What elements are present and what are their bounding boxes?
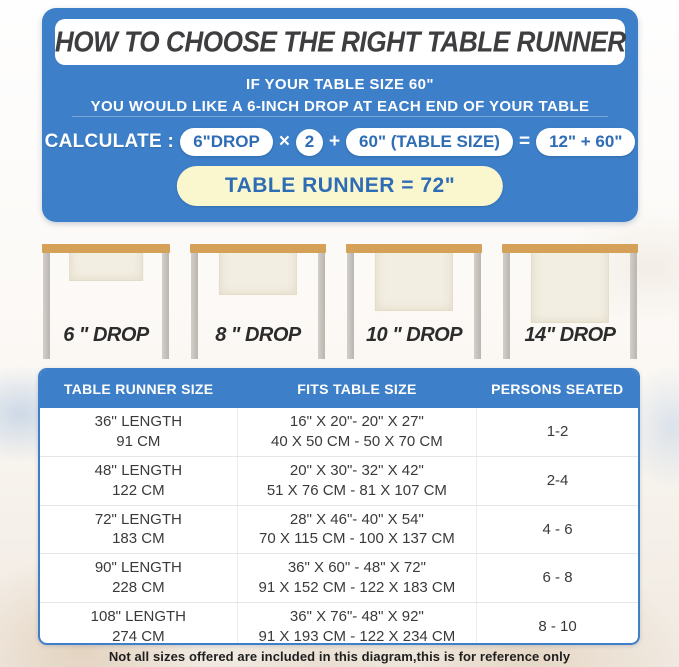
runner-illustration bbox=[531, 244, 609, 323]
tabletop bbox=[502, 244, 638, 253]
persons-seated-cell: 4 - 6 bbox=[476, 506, 638, 554]
runner-size-cell bbox=[40, 408, 237, 456]
fits-cm: 51 X 76 CM - 81 X 107 CM bbox=[266, 481, 447, 499]
tabletop bbox=[346, 244, 482, 253]
runner-size-cm: 228 CM bbox=[112, 579, 165, 597]
runner-illustration bbox=[375, 244, 453, 311]
table-body bbox=[40, 408, 638, 645]
header-card bbox=[42, 8, 638, 222]
table-row bbox=[40, 602, 638, 645]
runner-size-cm: 183 CM bbox=[112, 530, 165, 548]
fits-table-cell bbox=[237, 554, 476, 602]
page-title: HOW TO CHOOSE THE RIGHT TABLE RUNNER bbox=[54, 25, 626, 58]
fits-cm: 91 X 193 CM - 122 X 234 CM bbox=[258, 628, 456, 645]
table-header-row bbox=[40, 370, 638, 408]
fits-inches: 16" X 20"- 20" X 27" bbox=[289, 413, 424, 431]
calculate-label: CALCULATE : bbox=[44, 131, 175, 152]
size-reference-table bbox=[38, 368, 640, 645]
divider-line bbox=[72, 116, 608, 117]
runner-size-cell bbox=[40, 457, 237, 505]
table-figure-10-drop bbox=[346, 244, 482, 362]
table-figure-8-drop bbox=[190, 244, 326, 362]
fits-table-cell bbox=[237, 408, 476, 456]
fits-table-cell bbox=[237, 506, 476, 554]
column-header-persons: PERSONS SEATED bbox=[491, 381, 624, 397]
title-banner bbox=[55, 19, 625, 65]
table-figure-6-drop bbox=[42, 244, 170, 362]
tabletop bbox=[42, 244, 170, 253]
runner-size-cm: 91 CM bbox=[116, 432, 161, 450]
runner-size-cell bbox=[40, 554, 237, 602]
equals-operator: = bbox=[518, 131, 531, 152]
table-row bbox=[40, 456, 638, 505]
runner-size-inches: 48'' LENGTH bbox=[94, 461, 183, 479]
fits-inches: 36" X 60" - 48" X 72" bbox=[287, 559, 426, 577]
multiplier-circle: 2 bbox=[296, 129, 323, 156]
runner-size-inches: 108" LENGTH bbox=[90, 608, 187, 626]
subtitle-line-1: IF YOUR TABLE SIZE 60" bbox=[246, 76, 434, 93]
fits-inches: 20" X 30"- 32" X 42" bbox=[289, 461, 424, 479]
times-operator: × bbox=[278, 131, 290, 152]
fits-inches: 36" X 76"- 48" X 92" bbox=[289, 608, 424, 626]
table-figure-14-drop bbox=[502, 244, 638, 362]
fits-table-cell bbox=[237, 603, 476, 645]
plus-operator: + bbox=[328, 131, 341, 152]
drop-value-pill: 6"DROP bbox=[180, 128, 273, 156]
disclaimer-note: Not all sizes offered are included in this diagram,this is for reference only bbox=[108, 649, 571, 664]
fits-cm: 70 X 115 CM - 100 X 137 CM bbox=[259, 530, 455, 548]
persons-seated-cell: 8 - 10 bbox=[476, 603, 638, 645]
fits-cm: 40 X 50 CM - 50 X 70 CM bbox=[271, 432, 443, 450]
table-size-pill: 60" (TABLE SIZE) bbox=[346, 128, 513, 156]
fits-table-cell bbox=[237, 457, 476, 505]
drop-label: 14" DROP bbox=[524, 324, 616, 346]
table-row bbox=[40, 553, 638, 602]
runner-size-inches: 72" LENGTH bbox=[94, 510, 182, 528]
drop-label: 6 " DROP bbox=[63, 324, 149, 346]
drop-label: 8 " DROP bbox=[215, 324, 301, 346]
table-row bbox=[40, 505, 638, 554]
persons-seated-cell: 1-2 bbox=[476, 408, 638, 456]
runner-size-cell bbox=[40, 603, 237, 645]
runner-size-cm: 122 CM bbox=[112, 481, 165, 499]
runner-size-inches: 36'' LENGTH bbox=[94, 413, 183, 431]
table-row bbox=[40, 408, 638, 456]
result-pill: TABLE RUNNER = 72" bbox=[177, 166, 503, 206]
persons-seated-cell: 2-4 bbox=[476, 457, 638, 505]
fits-cm: 91 X 152 CM - 122 X 183 CM bbox=[258, 579, 456, 597]
column-header-runner-size: TABLE RUNNER SIZE bbox=[63, 381, 214, 397]
drop-label: 10 " DROP bbox=[365, 324, 463, 346]
tabletop bbox=[190, 244, 326, 253]
subtitle-line-2: YOU WOULD LIKE A 6-INCH DROP AT EACH END OF YOUR TABLE bbox=[90, 98, 590, 115]
fits-inches: 28" X 46"- 40" X 54" bbox=[289, 510, 424, 528]
column-header-fits-table: FITS TABLE SIZE bbox=[297, 381, 417, 397]
runner-size-cm: 274 CM bbox=[112, 628, 165, 645]
sum-pill: 12" + 60" bbox=[536, 128, 635, 156]
runner-size-inches: 90" LENGTH bbox=[94, 559, 182, 577]
calculation-formula bbox=[42, 126, 638, 158]
persons-seated-cell: 6 - 8 bbox=[476, 554, 638, 602]
runner-size-cell bbox=[40, 506, 237, 554]
drop-diagrams-row bbox=[42, 244, 638, 362]
